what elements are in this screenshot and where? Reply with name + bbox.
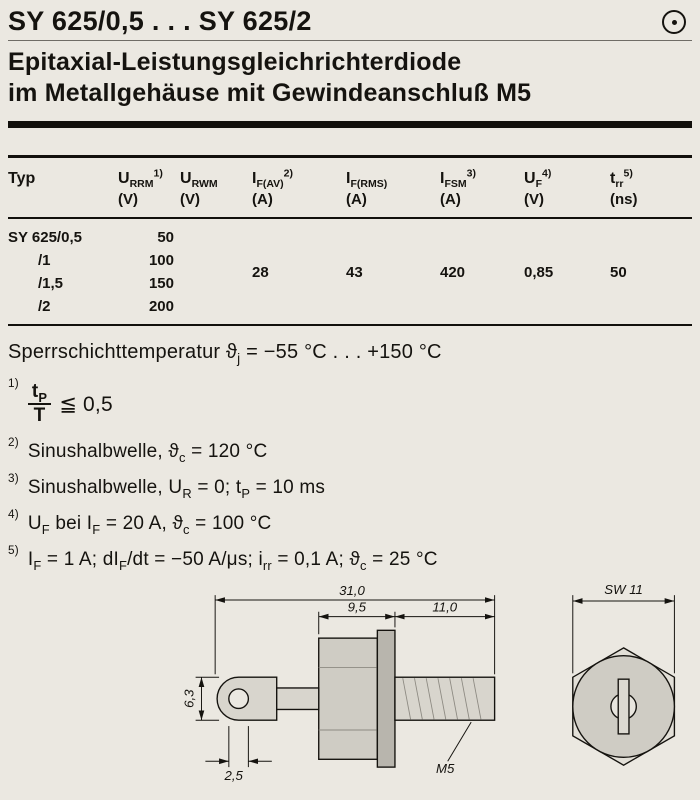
dim-total-label: 31,0: [339, 582, 365, 598]
dim-hole-label: 2,5: [224, 767, 243, 783]
uf-cell: 0,85: [524, 263, 554, 281]
table-bottom-divider: [8, 324, 692, 326]
divider-heavy: [8, 121, 692, 128]
col-header-urwm: $U_{RWM}$ (V): [180, 170, 218, 209]
col-header-ifrms: $I_{F(RMS)}$ (A): [346, 170, 388, 209]
package-drawing: [8, 579, 692, 799]
junction-text: Sperrschichttemperatur: [8, 341, 227, 364]
typ-cell: /2: [38, 298, 51, 316]
footnote-1-marker: 1): [8, 377, 19, 391]
col-header-trr: $t_{rr}^{5)}$ (ns): [610, 167, 638, 209]
table-row: [8, 219, 692, 249]
title-divider: [8, 40, 692, 41]
footnote-4-text: $U_F$ bei $I_F = 20$ A, $ϑ_c = 100$ °C: [27, 512, 272, 537]
col-header-urrm: $U_{RRM}^{1)}$ (V): [118, 167, 163, 209]
footnote-3-text: Sinushalbwelle, $U_R = 0$; $t_P = 10$ ms: [27, 476, 326, 501]
footnote-5-text: $I_F = 1$ A; $dI_F/dt = -50$ A/μs; $i_{rr} = 0,1$ A; $ϑ_c = 25$ °C: [27, 548, 438, 573]
page-title: SY 625/0,5 . . . SY 625/2: [8, 6, 312, 36]
hex-front-view: [573, 648, 675, 765]
footnote-1: [8, 377, 692, 427]
trr-cell: 50: [610, 263, 627, 281]
footnote-2: [8, 435, 692, 465]
footnote-2-marker: 2): [8, 435, 19, 449]
wrench-size-label: SW 11: [604, 581, 643, 597]
urrm-cell: 50: [157, 229, 174, 247]
subtitle: [8, 47, 692, 108]
col-header-ifsm: $I_{FSM}^{3)}$ (A): [440, 167, 476, 209]
ratings-table-body: [8, 219, 692, 318]
ifav-cell: 28: [252, 263, 269, 281]
screw-slot: [618, 679, 629, 734]
footnote-4: [8, 507, 692, 537]
footnote-1-condition: ≦ 0,5: [59, 392, 113, 416]
circle-dot-icon-center: [672, 20, 677, 25]
divider-medium: [8, 155, 692, 158]
ifrms-cell: 43: [346, 263, 363, 281]
footnote-3-marker: 3): [8, 471, 19, 485]
dim-body-label: 9,5: [347, 599, 367, 615]
urrm-cell: 200: [148, 298, 174, 316]
ratings-table: [8, 167, 692, 217]
footnote-4-marker: 4): [8, 507, 19, 521]
subtitle-line-1: Epitaxial-Leistungsgleichrichterdiode: [8, 48, 462, 77]
urrm-cell: 150: [148, 275, 174, 293]
typ-cell: SY 625/0,5: [8, 229, 82, 247]
junction-range: = −55 °C . . . +150 °C: [240, 341, 442, 364]
diode-side-view: [217, 630, 495, 767]
col-header-typ: Typ: [8, 170, 36, 188]
tp-over-t-fraction: $\frac{t_P}{T}$: [28, 382, 51, 427]
ifsm-cell: 420: [440, 263, 466, 281]
header: [8, 6, 692, 37]
theta-subscript: j: [237, 351, 241, 367]
table-header-row: [8, 170, 692, 217]
circle-dot-icon: [662, 10, 686, 34]
footnote-5: [8, 543, 692, 573]
lug-hole: [229, 689, 249, 709]
dim-lug-label: 6,3: [181, 689, 197, 708]
col-header-uf: $U_F^{4)}$ (V): [524, 167, 552, 209]
footnote-2-text: Sinushalbwelle, $ϑ_c = 120$ °C: [27, 440, 268, 465]
urwm-cell: [180, 219, 252, 318]
footnote-5-marker: 5): [8, 543, 19, 557]
dimension-drawing-svg: [8, 579, 692, 794]
urrm-cell: 100: [148, 252, 174, 270]
col-header-ifav: $I_{F(AV)}^{2)}$ (A): [252, 167, 294, 209]
theta-symbol: ϑ: [226, 341, 238, 364]
junction-temperature-line: [8, 341, 692, 367]
typ-cell: /1,5: [38, 275, 64, 293]
typ-cell: /1: [38, 252, 51, 270]
thread-label: M5: [435, 760, 455, 776]
footnote-3: [8, 471, 692, 501]
subtitle-line-2: im Metallgehäuse mit Gewindeanschluß M5: [8, 78, 532, 107]
dim-stud-label: 11,0: [432, 599, 458, 615]
